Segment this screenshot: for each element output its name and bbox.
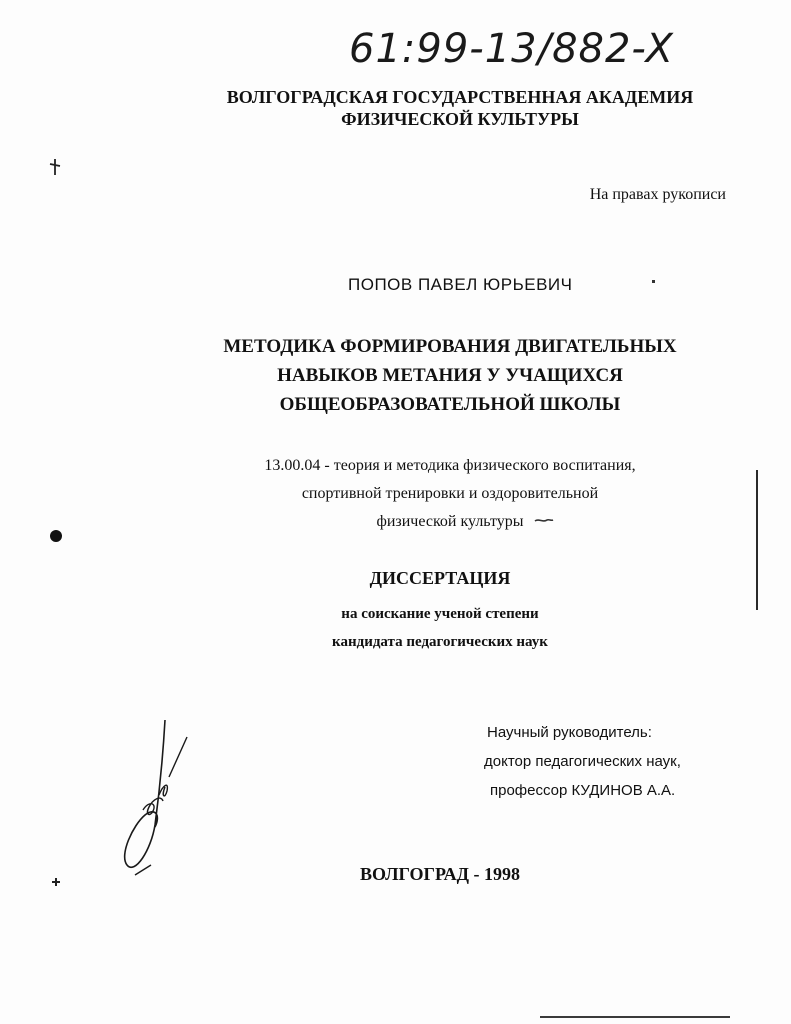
title-line-2: НАВЫКОВ МЕТАНИЯ У УЧАЩИХСЯ: [277, 365, 623, 386]
degree-sought: [240, 600, 640, 656]
scan-artifact-mark: [534, 516, 554, 524]
title-line-1: МЕТОДИКА ФОРМИРОВАНИЯ ДВИГАТЕЛЬНЫХ: [223, 336, 677, 357]
scan-bottom-rule: [540, 1016, 730, 1018]
degree-line-1: на соискание ученой степени: [341, 606, 539, 622]
institution-line-2: ФИЗИЧЕСКОЙ КУЛЬТУРЫ: [341, 109, 579, 129]
city-year: ВОЛГОГРАД - 1998: [359, 864, 521, 884]
author-name: ПОПОВ ПАВЕЛ ЮРЬЕВИЧ: [348, 275, 573, 294]
institution-name: [210, 86, 710, 130]
supervisor-line-2: доктор педагогических наук,: [484, 753, 681, 770]
degree-line-2: кандидата педагогических наук: [332, 634, 548, 650]
specialty-line-1: 13.00.04 - теория и методика физического воспитания,: [264, 457, 636, 474]
scan-speck: [652, 280, 655, 283]
supervisor-line-3: профессор КУДИНОВ А.А.: [490, 782, 676, 799]
archive-code-handwritten: [345, 18, 675, 76]
supervisor-block: [484, 718, 681, 805]
title-line-3: ОБЩЕОБРАЗОВАТЕЛЬНОЙ ШКОЛЫ: [279, 394, 621, 415]
punch-hole-mark: [50, 530, 62, 542]
archive-code-text: 61:99-13/882-X: [349, 26, 674, 72]
handwritten-signature: [115, 715, 205, 885]
specialty-line-3: физической культуры: [376, 513, 524, 530]
supervisor-line-1: Научный руководитель:: [487, 724, 652, 741]
rights-note: На правах рукописи: [589, 186, 726, 203]
scan-artifact-mark: [48, 158, 62, 176]
dissertation-title: [190, 332, 710, 419]
specialty-code: [210, 452, 690, 536]
institution-line-1: ВОЛГОГРАДСКАЯ ГОСУДАРСТВЕННАЯ АКАДЕМИЯ: [226, 87, 694, 107]
scan-artifact-mark: [50, 876, 62, 888]
scan-edge-line: [756, 470, 758, 610]
dissertation-label: ДИССЕРТАЦИЯ: [369, 568, 511, 588]
specialty-line-2: спортивной тренировки и оздоровительной: [301, 485, 599, 502]
